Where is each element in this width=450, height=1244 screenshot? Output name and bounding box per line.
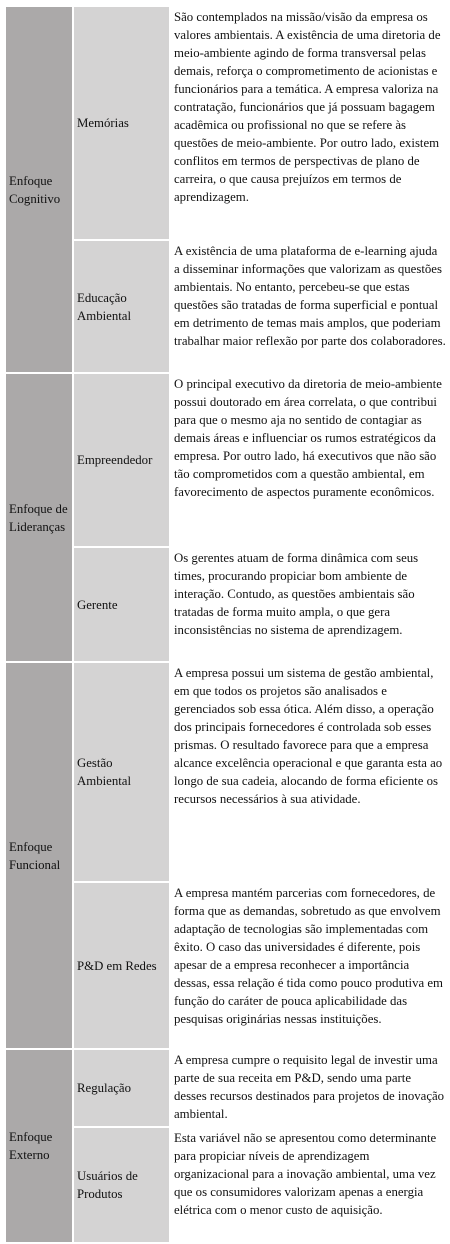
description-cell: Esta variável não se apresentou como determinante para propiciar níveis de aprendizagem organizacional para a inovação ambiental, uma vez que os consumidores valorizam apenas a energia elétrica com o menor custo de aquisição.	[171, 1128, 448, 1242]
analysis-table	[4, 5, 450, 1244]
variable-cell: Empreendedor	[74, 374, 169, 546]
description-cell: A empresa mantém parcerias com fornecedores, de forma que as demandas, sobretudo as que envolvem adaptação de tecnologias são implementadas com êxito. O caso das universidades é diferente, pois apesar de a empresa reconhecer a importância dessas, essa relação é tida como pouco produtiva em função do caráter de pouca aplicabilidade das pesquisas originárias nessas instituições.	[171, 883, 448, 1048]
description-cell: A empresa possui um sistema de gestão ambiental, em que todos os projetos são analisados e gerenciados sob essa ótica. Além disso, a operação dos principais fornecedores é controlada sob esses prismas. O resultado favorece para que a empresa alcance excelência operacional e que garanta esta ao longo de sua cadeia, alocando de forma eficiente os recursos necessários à sua atividade.	[171, 663, 448, 881]
table-row	[6, 1050, 448, 1126]
category-cell: Enfoque Funcional	[6, 663, 72, 1048]
table-row	[6, 374, 448, 546]
table-row	[6, 548, 448, 661]
variable-cell: Gerente	[74, 548, 169, 661]
description-cell: A existência de uma plataforma de e-learning ajuda a disseminar informações que valorizam as questões ambientais. No entanto, percebeu-se que estas questões são tratadas de forma superficial e pontual em detrimento de temas mais amplos, que poderiam trabalhar maior reflexão por parte dos colaboradores.	[171, 241, 448, 372]
description-cell: O principal executivo da diretoria de meio-ambiente possui doutorado em área correlata, o que contribui para que o mesmo aja no sentido de contagiar as demais áreas e influenciar os rumos estratégicos da empresa. Por outro lado, há executivos que não são tão comprometidos com a questão ambiental, em favorecimento de aspectos puramente econômicos.	[171, 374, 448, 546]
variable-cell: Memórias	[74, 7, 169, 239]
variable-cell: Gestão Ambiental	[74, 663, 169, 881]
variable-cell: Usuários de Produtos	[74, 1128, 169, 1242]
category-cell: Enfoque de Lideranças	[6, 374, 72, 661]
description-cell: São contemplados na missão/visão da empresa os valores ambientais. A existência de uma diretoria de meio-ambiente agindo de forma transversal pelas demais, reforça o comprometimento de acionistas e funcionários para a temática. A empresa valoriza na contratação, funcionários que já possuam bagagem acadêmica ou profissional no que se refere às questões de meio-ambiente. Por outro lado, existem conflitos em termos de perspectivas de plano de carreira, o que causa prejuízos em termos de aprendizagem.	[171, 7, 448, 239]
table-row	[6, 7, 448, 239]
description-cell: A empresa cumpre o requisito legal de investir uma parte de sua receita em P&D, sendo uma parte desses recursos destinados para projetos de inovação ambiental.	[171, 1050, 448, 1126]
variable-cell: Regulação	[74, 1050, 169, 1126]
variable-cell: Educação Ambiental	[74, 241, 169, 372]
table-row	[6, 241, 448, 372]
variable-cell: P&D em Redes	[74, 883, 169, 1048]
table-row	[6, 663, 448, 881]
description-cell: Os gerentes atuam de forma dinâmica com seus times, procurando propiciar bom ambiente de interação. Contudo, as questões ambientais são tratadas de forma muito ampla, o que gera inconsistências no sistema de aprendizagem.	[171, 548, 448, 661]
table-row	[6, 1128, 448, 1242]
category-cell: Enfoque Cognitivo	[6, 7, 72, 372]
category-cell: Enfoque Externo	[6, 1050, 72, 1242]
table-row	[6, 883, 448, 1048]
